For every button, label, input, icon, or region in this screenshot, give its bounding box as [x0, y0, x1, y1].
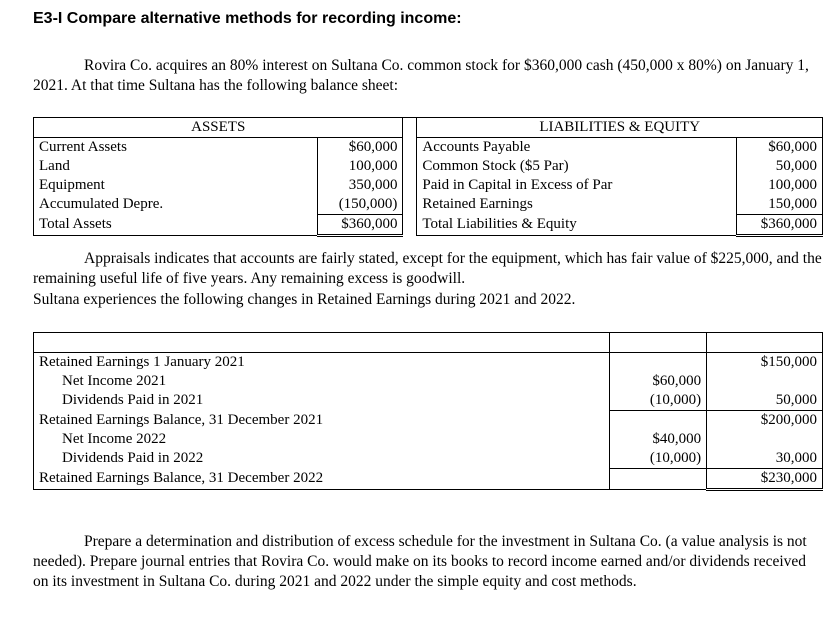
liability-label: Retained Earnings [417, 195, 737, 215]
liability-total-label: Total Liabilities & Equity [417, 215, 737, 236]
re-right [707, 430, 823, 449]
re-right [707, 372, 823, 391]
asset-value: $60,000 [317, 138, 403, 158]
changes-intro: Sultana experiences the following changes in Retained Earnings during 2021 and 2022. [33, 291, 576, 308]
asset-value: (150,000) [317, 195, 403, 215]
table-row [34, 411, 823, 431]
re-label: Retained Earnings Balance, 31 December 2022 [34, 469, 610, 490]
re-mid [610, 353, 707, 373]
re-right: 50,000 [707, 391, 823, 411]
instructions-paragraph: Prepare a determination and distribution of excess schedule for the investment in Sultana Co. (a value analysis is not needed). Prepare journal entries that Rovira Co. would make on its books to record income earned and/or dividends received on its investment in Sultana Co. during 2021 and 2022 under the simple equity and cost methods. [33, 533, 807, 590]
re-label: Net Income 2021 [34, 372, 610, 391]
re-mid [610, 411, 707, 431]
bs-total-row [34, 215, 823, 236]
table-row [34, 449, 823, 469]
retained-earnings-table [33, 332, 823, 491]
liability-value: 100,000 [737, 176, 823, 195]
balance-sheet-table [33, 117, 823, 237]
asset-value: 350,000 [317, 176, 403, 195]
asset-label: Land [34, 157, 318, 176]
liability-label: Accounts Payable [417, 138, 737, 158]
table-row [34, 469, 823, 490]
liability-value: 150,000 [737, 195, 823, 215]
re-right: $200,000 [760, 412, 817, 428]
bs-row [34, 157, 823, 176]
appraisal-paragraph [33, 249, 823, 289]
re-right: $150,000 [760, 354, 817, 370]
exercise-title: E3-I Compare alternative methods for recording income: [33, 10, 462, 27]
table-row [34, 391, 823, 411]
asset-total-value: $360,000 [317, 215, 403, 236]
bs-row [34, 138, 823, 158]
liability-label: Paid in Capital in Excess of Par [417, 176, 737, 195]
asset-total-label: Total Assets [34, 215, 318, 236]
appraisal-text: Appraisals indicates that accounts are fairly stated, except for the equipment, which has fair value of $225,000, and the remaining useful life of five years. Any remaining excess is goodwill. [33, 250, 822, 287]
liability-value: 50,000 [737, 157, 823, 176]
re-label: Dividends Paid in 2022 [34, 449, 610, 469]
liability-label: Common Stock ($5 Par) [417, 157, 737, 176]
asset-label: Accumulated Depre. [34, 195, 318, 215]
re-mid: (10,000) [610, 449, 707, 469]
re-right: $230,000 [707, 469, 823, 490]
re-right: 30,000 [707, 449, 823, 469]
table-row [34, 353, 823, 373]
re-label: Dividends Paid in 2021 [34, 391, 610, 411]
re-mid: (10,000) [610, 391, 707, 411]
bs-row [34, 195, 823, 215]
asset-value: 100,000 [317, 157, 403, 176]
re-label: Retained Earnings 1 January 2021 [34, 353, 610, 373]
table-row [34, 430, 823, 449]
asset-label: Current Assets [34, 138, 318, 158]
re-label: Retained Earnings Balance, 31 December 2021 [34, 411, 610, 431]
bs-row [34, 176, 823, 195]
assets-header: ASSETS [34, 118, 403, 138]
table-row [34, 372, 823, 391]
asset-label: Equipment [34, 176, 318, 195]
re-label: Net Income 2022 [34, 430, 610, 449]
re-mid [610, 469, 707, 490]
liability-total-value: $360,000 [737, 215, 823, 236]
liability-value: $60,000 [737, 138, 823, 158]
liabilities-header: LIABILITIES & EQUITY [417, 118, 823, 138]
re-mid: $40,000 [610, 430, 707, 449]
re-mid: $60,000 [610, 372, 707, 391]
intro-paragraph: Rovira Co. acquires an 80% interest on Sultana Co. common stock for $360,000 cash (450,000 x 80%) on January 1, 2021. At that time Sultana has the following balance sheet: [33, 57, 809, 94]
